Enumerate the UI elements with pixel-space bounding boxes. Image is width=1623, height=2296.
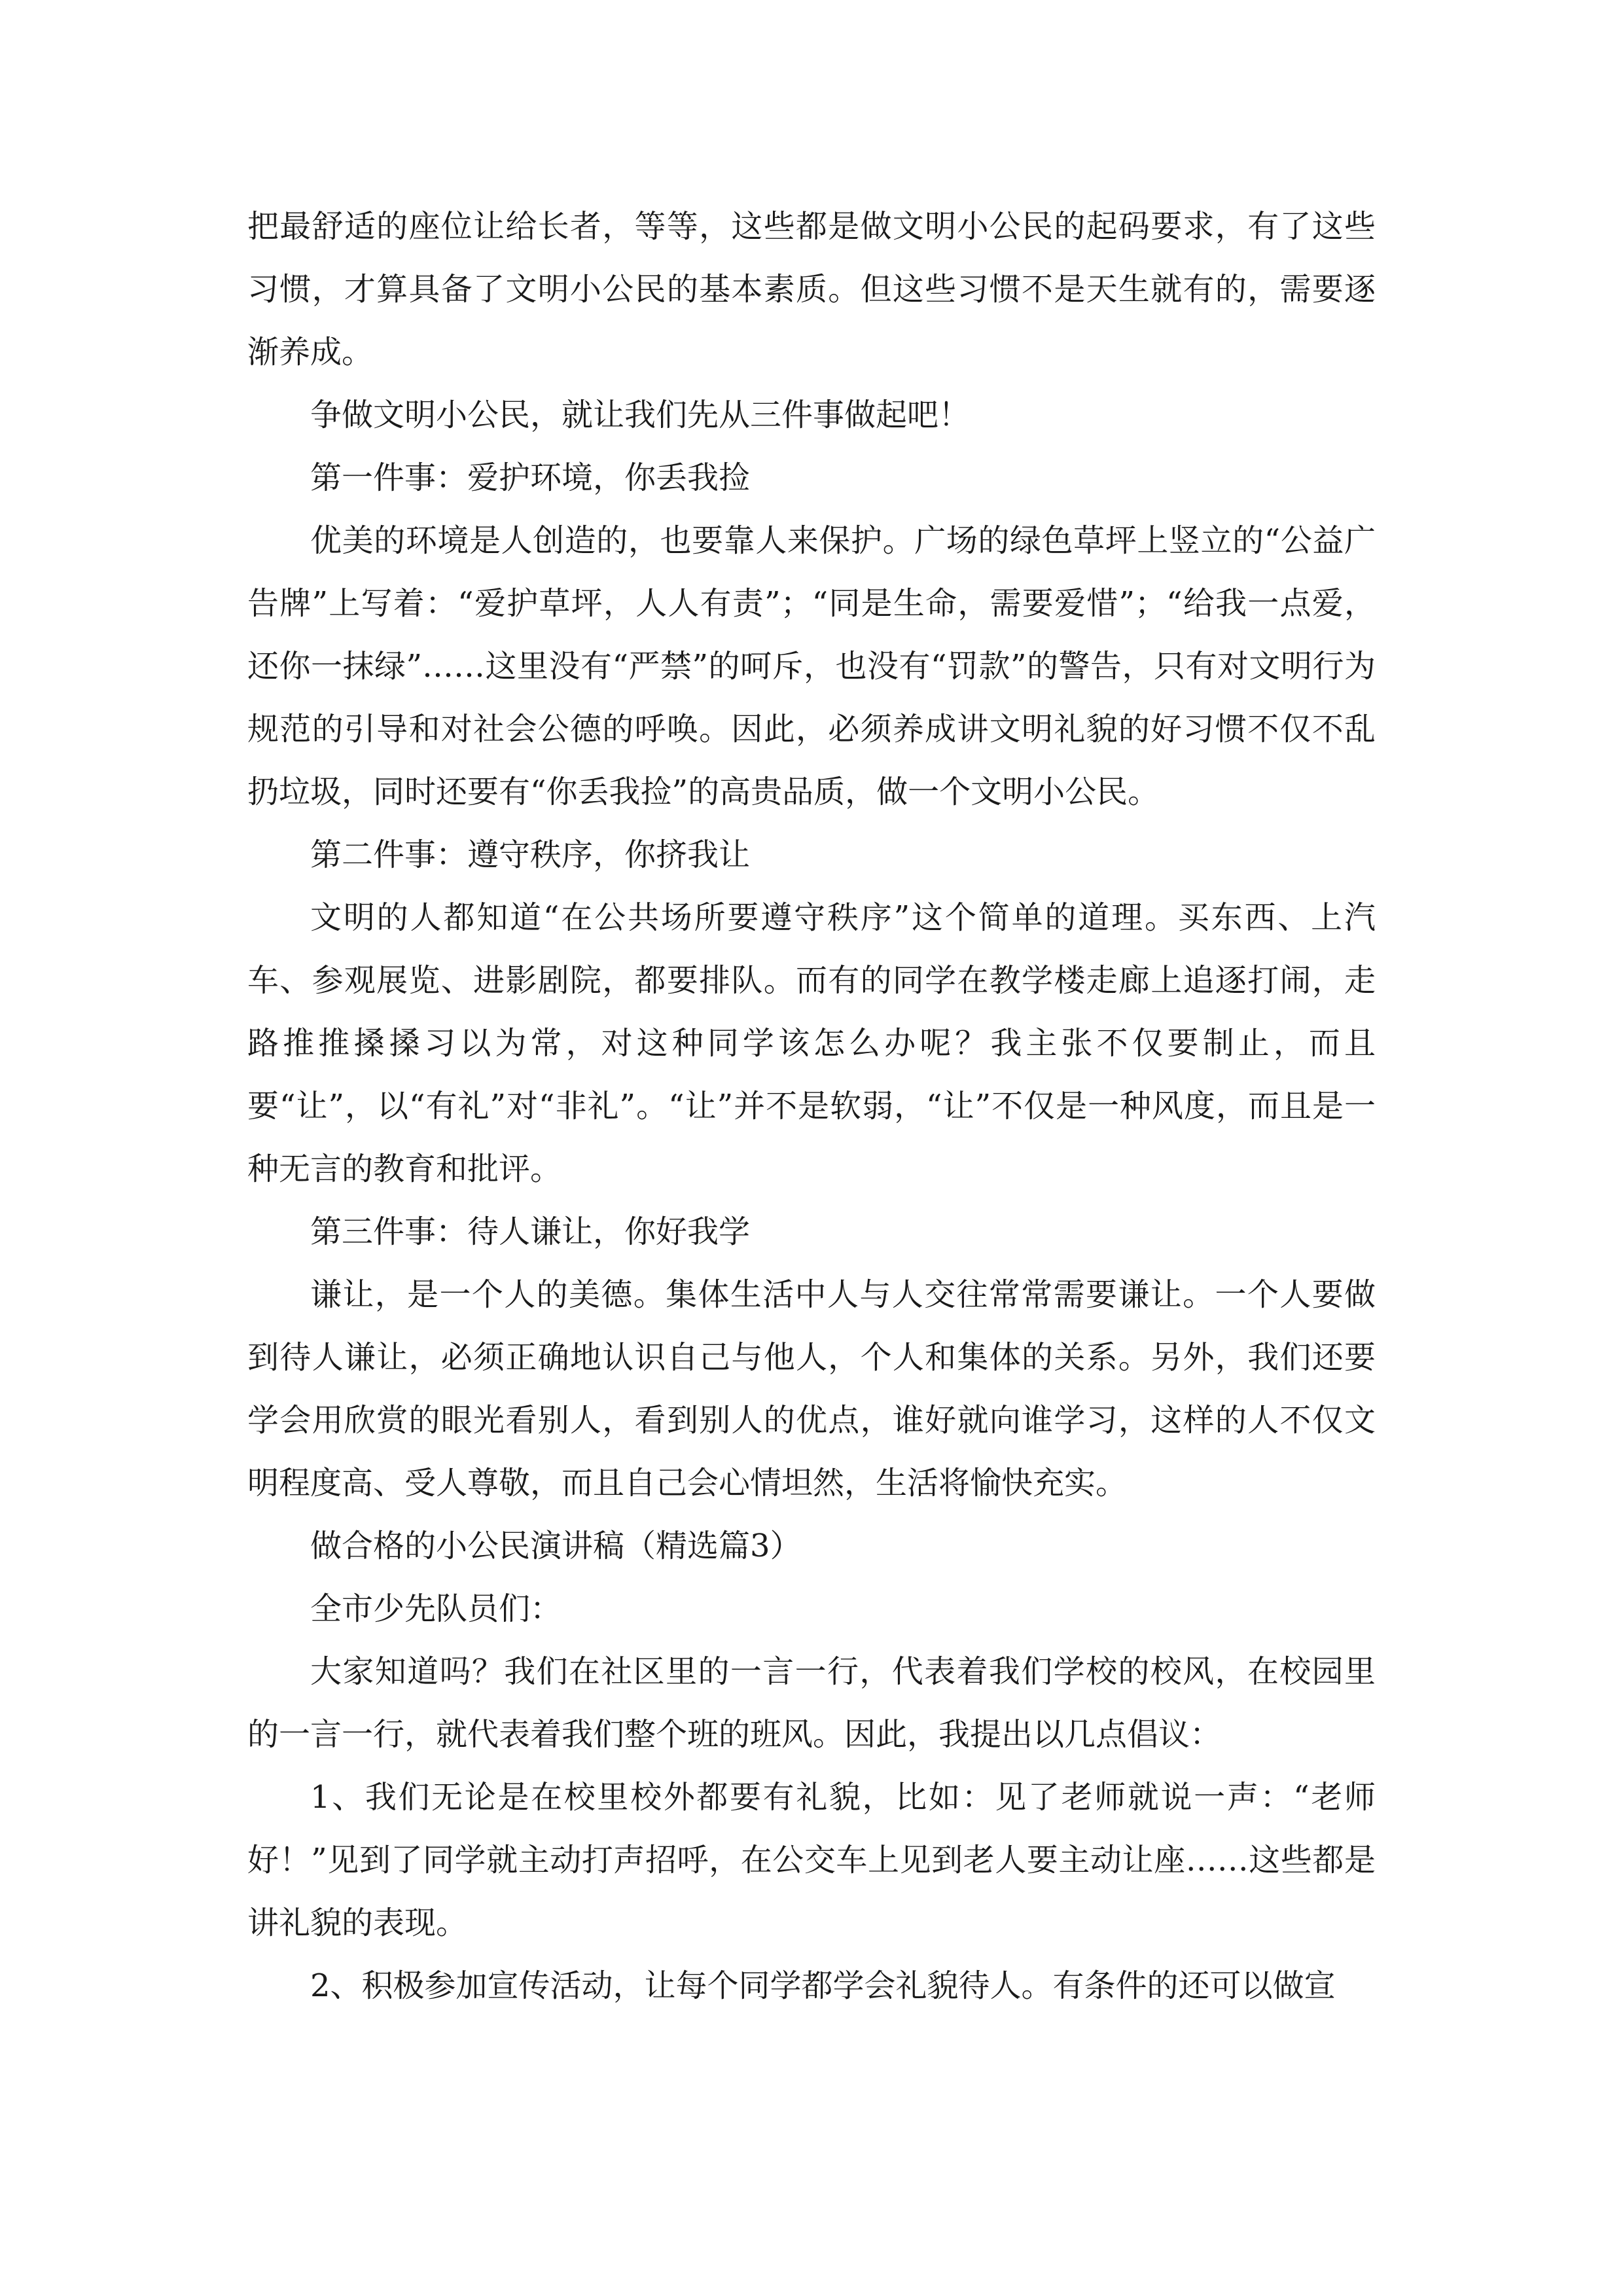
paragraph: 文明的人都知道“在公共场所要遵守秩序”这个简单的道理。买东西、上汽车、参观展览、进影剧院，都要排队。而有的同学在教学楼走廊上追逐打闹，走路推推搡搡习以为常，对这种同学该怎么办呢？我主张不仅要制止，而且要“让”，以“有礼”对“非礼”。“让”并不是软弱，“让”不仅是一种风度，而且是一种无言的教育和批评。 [247,899,1376,1187]
salutation: 全市少先队员们： [310,1590,562,1627]
paragraph: 大家知道吗？我们在社区里的一言一行，代表着我们学校的校风，在校园里的一言一行，就代表着我们整个班的班风。因此，我提出以几点倡议： [247,1653,1376,1753]
section-heading: 第一件事：爱护环境，你丢我捡 [310,459,751,496]
document-body [247,195,1376,2017]
section-heading: 第二件事：遵守秩序，你挤我让 [310,836,751,873]
paragraph: 争做文明小公民，就让我们先从三件事做起吧！ [310,397,971,433]
paragraph: 谦让，是一个人的美德。集体生活中人与人交往常常需要谦让。一个人要做到待人谦让，必须正确地认识自己与他人，个人和集体的关系。另外，我们还要学会用欣赏的眼光看别人，看到别人的优点，谁好就向谁学习，这样的人不仅文明程度高、受人尊敬，而且自己会心情坦然，生活将愉快充实。 [247,1276,1376,1501]
article-title: 做合格的小公民演讲稿（精选篇3） [310,1528,802,1564]
paragraph: 优美的环境是人创造的，也要靠人来保护。广场的绿色草坪上竖立的“公益广告牌”上写着：“爱护草坪，人人有责”；“同是生命，需要爱惜”；“给我一点爱，还你一抹绿”……这里没有“严禁”的呵斥，也没有“罚款”的警告，只有对文明行为规范的引导和对社会公德的呼唤。因此，必须养成讲文明礼貌的好习惯不仅不乱扔垃圾，同时还要有“你丢我捡”的高贵品质，做一个文明小公民。 [247,522,1376,810]
paragraph-continuation: 把最舒适的座位让给长者，等等，这些都是做文明小公民的起码要求，有了这些习惯，才算具备了文明小公民的基本素质。但这些习惯不是天生就有的，需要逐渐养成。 [247,208,1376,370]
list-item: 2、积极参加宣传活动，让每个同学都学会礼貌待人。有条件的还可以做宣 [310,1967,1336,2004]
section-heading: 第三件事：待人谦让，你好我学 [310,1213,751,1250]
list-item: 1、我们无论是在校里校外都要有礼貌，比如：见了老师就说一声：“老师好！”见到了同学就主动打声招呼，在公交车上见到老人要主动让座……这些都是讲礼貌的表现。 [247,1779,1376,1941]
